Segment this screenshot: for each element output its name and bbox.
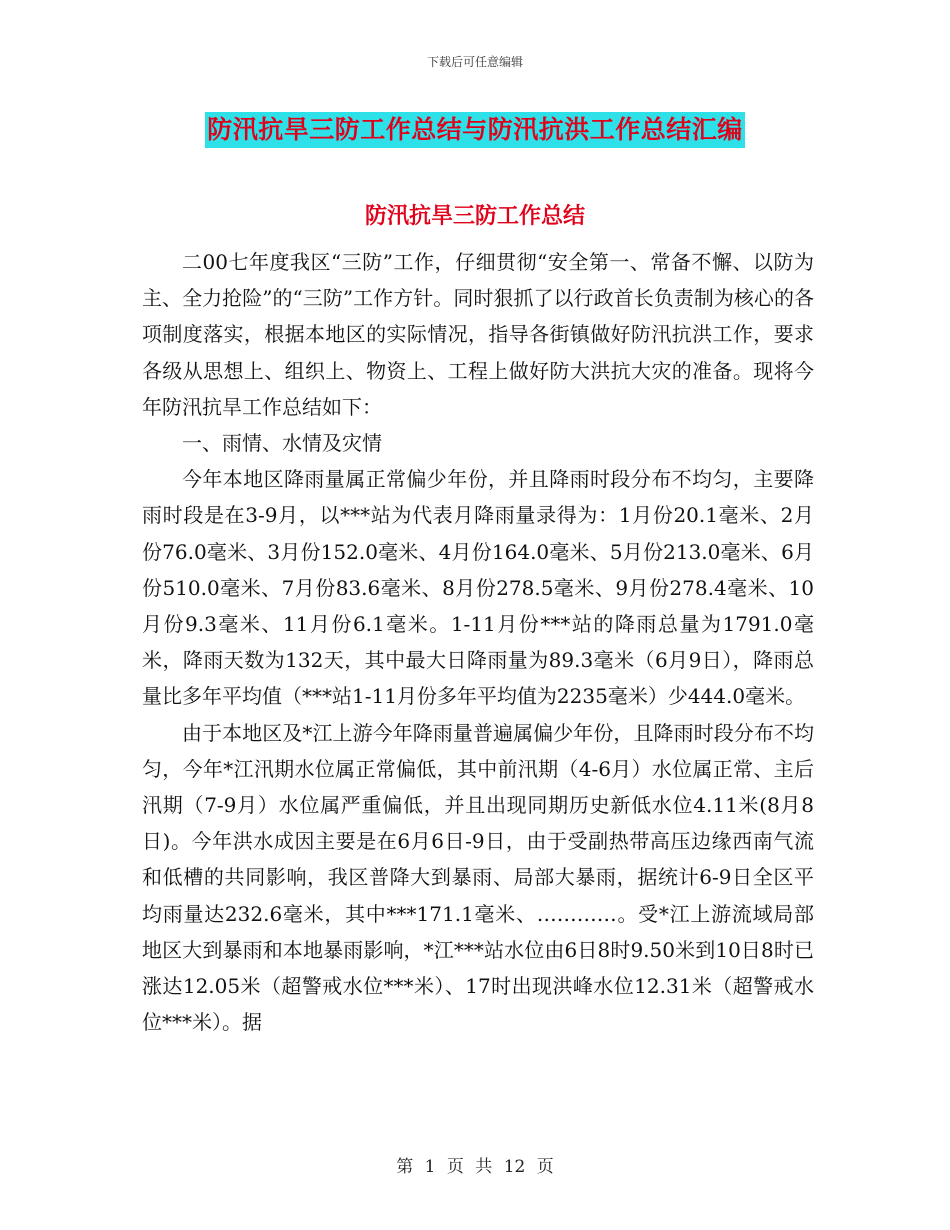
- document-title-text: 防汛抗旱三防工作总结与防汛抗洪工作总结汇编: [205, 112, 745, 148]
- paragraph-heading: 一、雨情、水情及灾情: [182, 431, 382, 456]
- paragraph-water-level: 由于本地区及*江上游今年降雨量普遍属偏少年份，且降雨时段分布不均匀，今年*江汛期水位属正常偏低，其中前汛期（4-6月）水位属正常、主后汛期（7-9月）水位属严重偏低，并且出现同期历史新低水位4.11米(8月8日)。今年洪水成因主要是在6月6日-9日，由于受副热带高压边缘西南气流和低槽的共同影响，我区普降大到暴雨、局部大暴雨，据统计6-9日全区平均雨量达232.6毫米，其中***171.1毫米、…………。受*江上游流域局部地区大到暴雨和本地暴雨影响，*江***站水位由6日8时9.50米到10日8时已涨达12.05米（超警戒水位***米）、17时出现洪峰水位12.31米（超警戒水位***米）。据: [142, 720, 814, 1035]
- section-title: 防汛抗旱三防工作总结: [364, 203, 585, 229]
- paragraph-intro: 二00七年度我区“三防”工作，仔细贯彻“安全第一、常备不懈、以防为主、全力抢险”的“三防”工作方针。同时狠抓了以行政首长负责制为核心的各项制度落实，根据本地区的实际情况，指导各街镇做好防汛抗洪工作，要求各级从思想上、组织上、物资上、工程上做好防大洪抗大灾的准备。现将今年防汛抗旱工作总结如下：: [142, 250, 814, 419]
- document-title: [0, 112, 950, 148]
- page-footer: 第 1 页 共 12 页: [396, 1157, 554, 1177]
- header-note: 下载后可任意编辑: [426, 55, 523, 69]
- document-body: [142, 244, 814, 1040]
- paragraph-rainfall: 今年本地区降雨量属正常偏少年份，并且降雨时段分布不均匀，主要降雨时段是在3-9月，以***站为代表月降雨量录得为：1月份20.1毫米、2月份76.0毫米、3月份152.0毫米、4月份164.0毫米、5月份213.0毫米、6月份510.0毫米、7月份83.6毫米、8月份278.5毫米、9月份278.4毫米、10月份9.3毫米、11月份6.1毫米。1-11月份***站的降雨总量为1791.0毫米，降雨天数为132天，其中最大日降雨量为89.3毫米（6月9日），降雨总量比多年平均值（***站1-11月份多年平均值为2235毫米）少444.0毫米。: [142, 467, 814, 709]
